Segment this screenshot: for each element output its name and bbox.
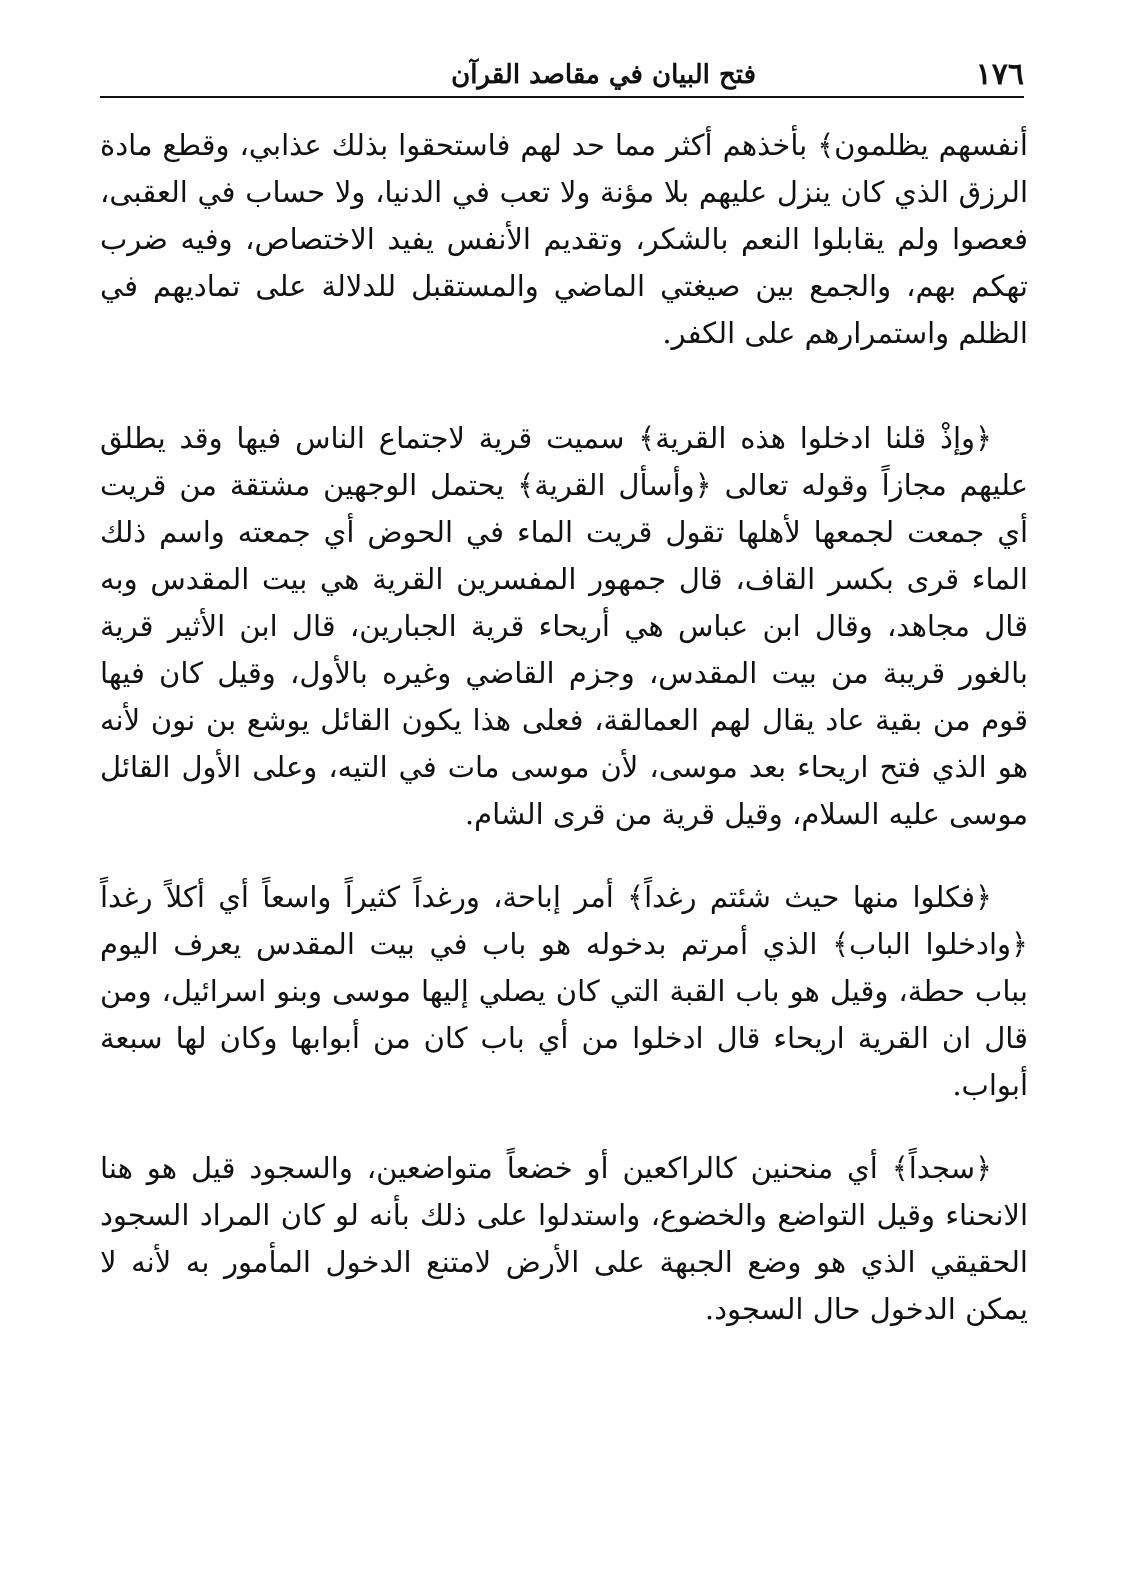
body-text bbox=[100, 122, 1028, 1333]
paragraph-3: ﴿فكلوا منها حيث شئتم رغداً﴾ أمر إباحة، ورغداً كثيراً واسعاً أي أكلاً رغداً ﴿وادخلوا الباب﴾ الذي أمرتم بدخوله هو باب في بيت المقدس يعرف اليوم بباب حطة، وقيل هو باب القبة التي كان يصلي إليها موسى وبنو اسرائيل، ومن قال ان القرية اريحاء قال ادخلوا من أي باب كان من أبوابها وكان لها سبعة أبواب. bbox=[100, 880, 1028, 1102]
running-title: فتح البيان في مقاصد القرآن bbox=[451, 60, 756, 90]
paragraph-2: ﴿وإذْ قلنا ادخلوا هذه القرية﴾ سميت قرية لاجتماع الناس فيها وقد يطلق عليهم مجازاً وقوله تعالى ﴿وأسأل القرية﴾ يحتمل الوجهين مشتقة من قريت أي جمعت لجمعها لأهلها تقول قريت الماء في الحوض أي جمعته واسم ذلك الماء قرى بكسر القاف، قال جمهور المفسرين القرية هي بيت المقدس وبه قال مجاهد، وقال ابن عباس هي أريحاء قرية الجبارين، قال ابن الأثير قرية بالغور قريبة من بيت المقدس، وجزم القاضي وغيره بالأول، وقيل كان فيها قوم من بقية عاد يقال لهم العمالقة، فعلى هذا يكون القائل يوشع بن نون لأنه هو الذي فتح اريحاء بعد موسى، لأن موسى مات في التيه، وعلى الأول القائل موسى عليه السلام، وقيل قرية من قرى الشام. bbox=[100, 421, 1028, 831]
paragraph-1: أنفسهم يظلمون﴾ بأخذهم أكثر مما حد لهم فاستحقوا بذلك عذابي، وقطع مادة الرزق الذي كان ينزل عليهم بلا مؤنة ولا تعب في الدنيا، ولا حساب في العقبى، فعصوا ولم يقابلوا النعم بالشكر، وتقديم الأنفس يفيد الاختصاص، وفيه ضرب تهكم بهم، والجمع بين صيغتي الماضي والمستقبل للدلالة على تماديهم في الظلم واستمرارهم على الكفر. bbox=[100, 128, 1028, 350]
paragraph-4: ﴿سجداً﴾ أي منحنين كالراكعين أو خضعاً متواضعين، والسجود قيل هو هنا الانحناء وقيل التواضع والخضوع، واستدلوا على ذلك بأنه لو كان المراد السجود الحقيقي الذي هو وضع الجبهة على الأرض لامتنع الدخول المأمور به لأنه لا يمكن الدخول حال السجود. bbox=[100, 1151, 1028, 1326]
header-divider bbox=[100, 96, 1024, 98]
page-header bbox=[100, 44, 1024, 96]
page-number: ١٧٦ bbox=[975, 57, 1024, 92]
